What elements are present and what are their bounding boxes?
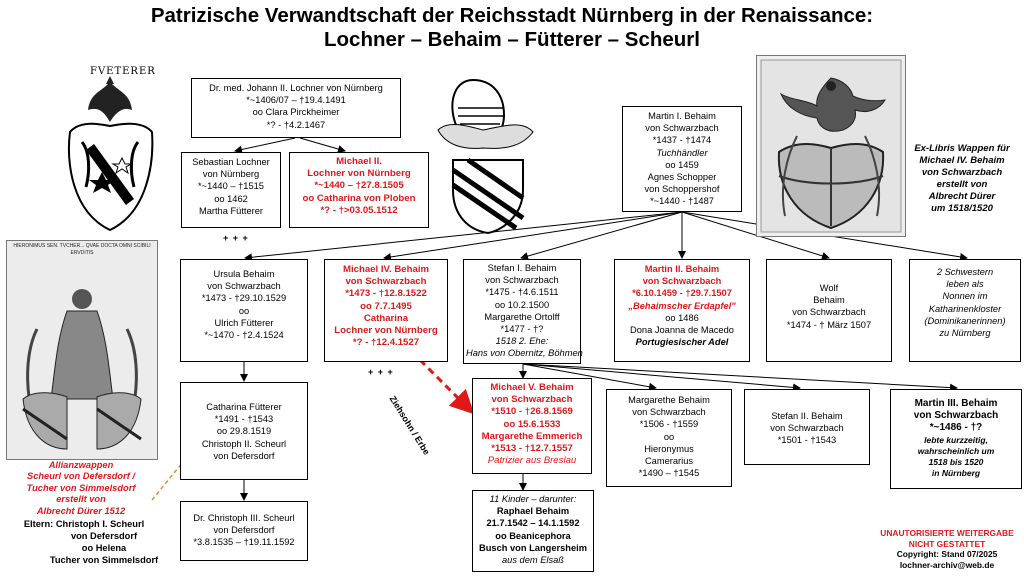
ursula-line: *~1470 - †2.4.1524 [204, 330, 284, 341]
catharina-line: Christoph II. Scheurl [201, 438, 287, 449]
martin3-line: 1518 bis 1520 [928, 456, 984, 467]
stefan2-line: *1501 - †1543 [777, 435, 837, 446]
sebastian-line: Martha Fütterer [198, 205, 264, 216]
michael4-line: oo 7.7.1495 [360, 300, 412, 312]
person-box-stefan2 [744, 389, 870, 465]
allianz-caption [6, 460, 156, 517]
plus-mark-behaim: + + + [368, 367, 394, 377]
martin3-line: Martin III. Behaim [914, 398, 998, 409]
schwestern-line: (Dominikanerinnen) [924, 315, 1006, 326]
person-box-catharina [180, 382, 308, 480]
stefan2-line: von Schwarzbach [770, 423, 844, 434]
martin2-line: Martin II. Behaim [644, 264, 720, 274]
exlibris-caption-line: erstellt von [936, 179, 988, 190]
michael5-line: *1513 - †12.7.1557 [491, 443, 573, 455]
catharina-line: von Defersdorf [213, 450, 275, 461]
christoph3-line: Dr. Christoph III. Scheurl [193, 513, 295, 523]
exlibris-caption [903, 143, 1021, 215]
person-box-schwestern [909, 259, 1021, 362]
michael2-line: Michael II. [336, 156, 382, 167]
eltern-caption-line: Eltern: Christoph I. Scheurl [23, 519, 145, 529]
michael5-line: *1510 - †26.8.1569 [491, 406, 573, 418]
martin1-line: Agnes Schopper [647, 172, 717, 183]
exlibris-eagle-icon [757, 56, 905, 236]
sebastian-line: *~1440 – †1515 [198, 181, 264, 192]
title-line-2: Lochner – Behaim – Fütterer – Scheurl [324, 28, 700, 51]
martin3-line: wahrscheinlich um [917, 445, 995, 456]
johann-spouse-dates: *? - †4.2.1467 [266, 119, 326, 130]
sebastian-line: oo 1462 [214, 193, 248, 204]
stefan1-line: von Schwarzbach [485, 275, 559, 286]
wolf-line: von Schwarzbach [792, 307, 866, 318]
allianz-caption-line: Allianzwappen [48, 460, 114, 470]
johann-dates: *~1406/07 – †19.4.1491 [246, 95, 346, 106]
martin3-line: *~1486 - †? [929, 422, 983, 434]
martin1-line: Tuchhändler [656, 147, 708, 158]
stefan1-line: Margarethe Ortolff [484, 311, 560, 322]
michael5-line: Margarethe Emmerich [481, 430, 583, 442]
kinder-line: Raphael Behaim [496, 506, 570, 517]
martin1-line: oo 1459 [665, 159, 699, 170]
copyright-line: NICHT GESTATTET [908, 538, 986, 549]
michael2-line: *~1440 – †27.8.1505 [314, 180, 404, 192]
person-box-kinder [472, 490, 594, 572]
margarethe-line: von Schwarzbach [632, 407, 706, 418]
coat-of-arms-futterer [60, 62, 160, 232]
title-line-1: Patrizische Verwandtschaft der Reichsstadt Nürnberg in der Renaissance: [150, 4, 874, 27]
michael4-line: Catharina [363, 312, 409, 324]
martin1-line: *1437 - †1474 [652, 135, 712, 146]
michael5-line: Patrizier aus Breslau [487, 455, 577, 467]
michael4-line: *? - †12.4.1527 [352, 337, 420, 349]
martin3-line: lebte kurzzeitig, [924, 434, 988, 445]
exlibris-image [756, 55, 906, 237]
kinder-line: Busch von Langersheim [479, 542, 587, 553]
person-box-johann [191, 78, 401, 138]
exlibris-caption-line: Michael IV. Behaim [919, 155, 1005, 166]
margarethe-line: oo [663, 431, 675, 442]
stefan1-line: oo 10.2.1500 [494, 299, 550, 310]
person-box-michael5 [472, 378, 592, 474]
coat-of-arms-center [428, 70, 538, 235]
ursula-line: oo [238, 305, 250, 316]
person-box-michael2 [289, 152, 429, 228]
margarethe-line: Hieronymus [644, 443, 694, 454]
plus-mark-lochner: + + + [223, 233, 249, 243]
margarethe-line: *1490 – †1545 [638, 468, 700, 479]
christoph3-line: *3.8.1535 – †19.11.1592 [193, 537, 295, 548]
exlibris-caption-line: Ex-Libris Wappen für [914, 143, 1010, 154]
sebastian-line: Sebastian Lochner [192, 157, 270, 167]
allianz-caption-line: Tucher von Simmelsdorf [26, 482, 136, 493]
ursula-line: Ursula Behaim [213, 269, 275, 279]
catharina-line: oo 29.8.1519 [216, 426, 272, 437]
michael4-line: von Schwarzbach [345, 276, 427, 288]
allianz-caption-line: Albrecht Dürer 1512 [36, 505, 126, 516]
ursula-line: *1473 - †29.10.1529 [201, 293, 287, 304]
kinder-line: aus dem Elsaß [501, 555, 564, 566]
line-johann-michael2 [300, 138, 345, 151]
wolf-line: Behaim [813, 295, 845, 306]
exlibris-caption-line: um 1518/1520 [931, 203, 993, 214]
michael4-line: *1473 - †12.8.1522 [345, 288, 427, 300]
martin2-line: *6.10.1459 - †29.7.1507 [632, 288, 732, 299]
allianz-figure-icon [7, 259, 157, 459]
allianz-banner: HIERONIMUS SEN. TVCHER... QVAE DOCTA OMNI SCIBILI ERVDITIS [13, 243, 151, 256]
ursula-line: von Schwarzbach [207, 281, 281, 292]
margarethe-line: Camerarius [644, 456, 694, 467]
copyright-notice [872, 528, 1022, 570]
ziehsohn-label: Ziehsohn / Erbe [387, 394, 432, 457]
johann-name: Dr. med. Johann II. Lochner von Nürnberg [209, 83, 383, 93]
line-martin1-stefan1 [521, 212, 682, 258]
eltern-caption-line: von Defersdorf [70, 531, 138, 541]
martin1-line: *~1440 - †1487 [650, 196, 714, 207]
michael5-line: Michael V. Behaim [490, 382, 574, 393]
person-box-christoph3 [180, 501, 308, 561]
martin2-line: Portugiesischer Adel [635, 337, 729, 348]
wolf-line: *1474 - † März 1507 [786, 319, 872, 330]
schwestern-line: 2 Schwestern [936, 267, 994, 277]
kinder-line: 21.7.1542 – 14.1.1592 [486, 518, 580, 529]
person-box-wolf [766, 259, 892, 362]
martin2-line: oo 1486 [665, 312, 699, 323]
person-box-michael4 [324, 259, 448, 362]
michael5-line: oo 15.6.1533 [503, 418, 561, 430]
martin1-line: von Schwarzbach [645, 123, 719, 134]
kinder-line: oo Beanicephora [495, 530, 571, 541]
line-johann-sebastian [235, 138, 295, 151]
ursula-line: Ulrich Fütterer [214, 317, 274, 328]
schwestern-line: leben als [946, 279, 984, 290]
schwestern-line: zu Nürnberg [939, 328, 991, 339]
eltern-caption-line: oo Helena [81, 543, 127, 553]
michael5-line: von Schwarzbach [491, 394, 573, 406]
person-box-martin1 [622, 106, 742, 212]
line-ziehsohn [420, 360, 470, 410]
copyright-line: UNAUTORISIERTE WEITERGABE [880, 528, 1014, 538]
michael4-line: Lochner von Nürnberg [334, 325, 438, 337]
michael2-line: Lochner von Nürnberg [307, 168, 411, 180]
margarethe-line: Margarethe Behaim [628, 395, 710, 405]
michael2-line: *? - †>03.05.1512 [320, 204, 398, 216]
copyright-line: Copyright: Stand 07/2025 [896, 549, 998, 559]
allianz-caption-line: Scheurl von Defersdorf / [27, 471, 135, 482]
martin3-line: in Nürnberg [931, 467, 981, 478]
eltern-caption [4, 518, 164, 566]
stefan1-line: *1477 - †? [500, 324, 544, 335]
person-box-stefan1 [463, 259, 581, 364]
kinder-line: 11 Kinder – darunter: [489, 494, 577, 504]
michael4-line: Michael IV. Behaim [342, 264, 430, 275]
stefan2-line: Stefan II. Behaim [771, 411, 843, 421]
exlibris-caption-line: von Schwarzbach [921, 167, 1003, 178]
allianz-image [6, 240, 158, 460]
michael2-line: oo Catharina von Ploben [302, 192, 416, 204]
johann-spouse: oo Clara Pirckheimer [252, 107, 340, 118]
person-box-martin2 [614, 259, 750, 362]
person-box-ursula [180, 259, 308, 362]
stefan1-line: Hans von Obernitz, Böhmen [466, 348, 583, 359]
person-box-sebastian [181, 152, 281, 228]
stefan1-line: 1518 2. Ehe: [495, 336, 549, 347]
christoph3-line: von Defersdorf [213, 525, 275, 536]
martin1-line: von Schoppershof [644, 184, 720, 195]
martin2-line: von Schwarzbach [642, 276, 722, 287]
coat-label: FVETERER [90, 66, 156, 77]
schwestern-line: Nonnen im [942, 291, 988, 302]
person-box-margarethe [606, 389, 732, 487]
schwestern-line: Katharinenkloster [928, 303, 1002, 314]
martin2-line: Dona Joanna de Macedo [630, 325, 734, 336]
eltern-caption-line: Tucher von Simmelsdorf [49, 555, 159, 565]
margarethe-line: *1506 - †1559 [639, 419, 699, 430]
catharina-line: Catharina Fütterer [206, 402, 282, 412]
stefan1-line: *1475 - †4.6.1511 [485, 287, 559, 298]
wolf-line: Wolf [819, 283, 839, 293]
stefan1-line: Stefan I. Behaim [487, 263, 557, 273]
copyright-line: lochner-archiv@web.de [899, 559, 995, 570]
futterer-shield-icon [60, 62, 160, 232]
martin2-line: „Behaimscher Erdapfel" [628, 300, 736, 311]
catharina-line: *1491 - †1543 [214, 414, 274, 425]
helm-shield-icon [428, 70, 538, 235]
martin1-line: Martin I. Behaim [648, 111, 716, 121]
sebastian-line: von Nürnberg [202, 169, 260, 180]
martin3-line: von Schwarzbach [913, 410, 999, 422]
person-box-martin3 [890, 389, 1022, 489]
exlibris-caption-line: Albrecht Dürer [928, 191, 996, 202]
allianz-caption-line: erstellt von [56, 494, 106, 505]
